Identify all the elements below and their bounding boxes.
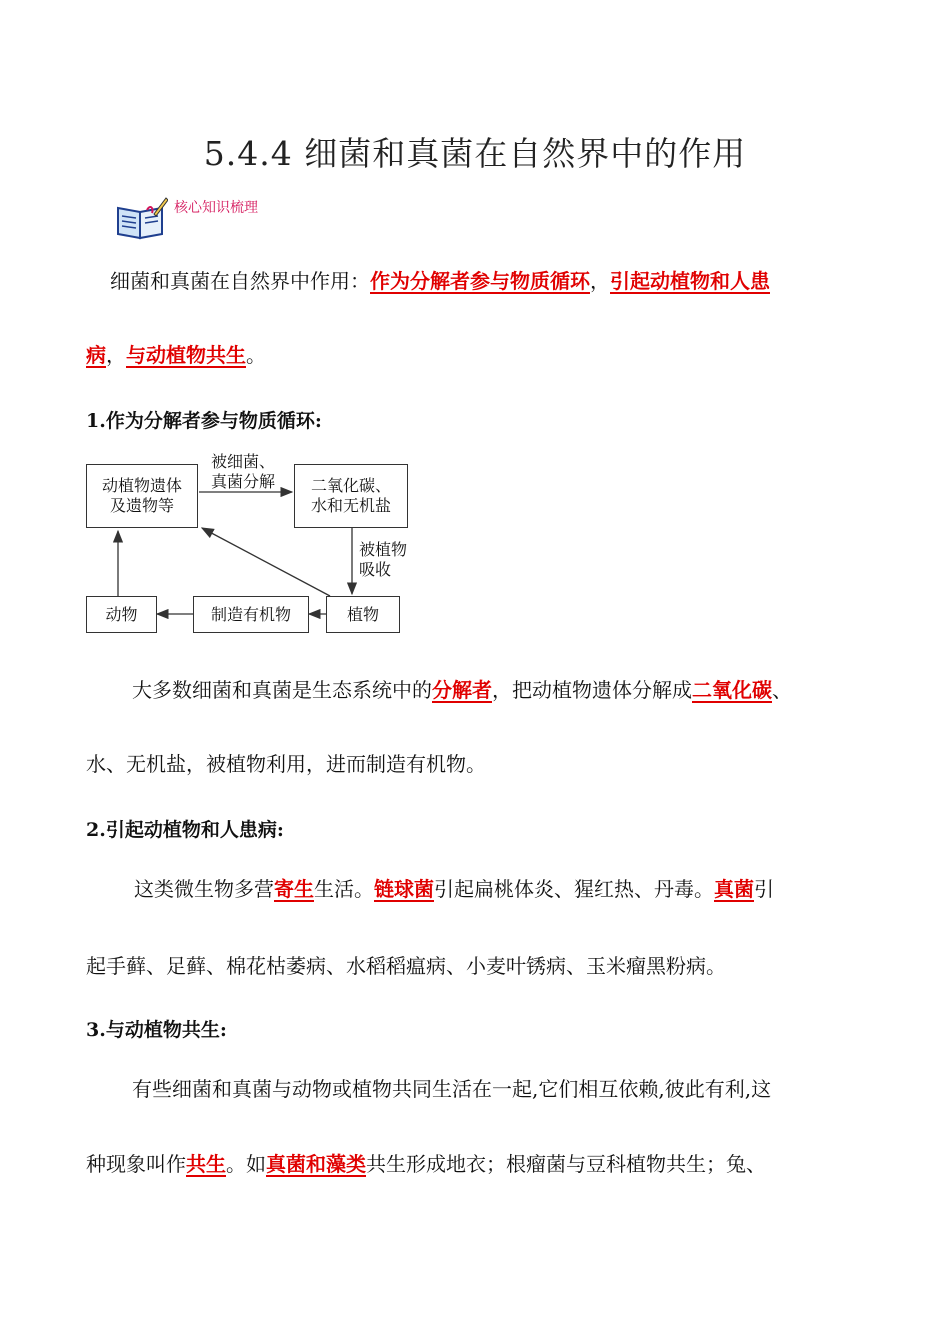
arrow-plant-to-remains (202, 528, 330, 596)
section-2-text-c: 引起扁桃体炎、猩红热、丹毒。 (434, 877, 714, 901)
section-2-line-2: 起手藓、足藓、棉花枯萎病、水稻稻瘟病、小麦叶锈病、玉米瘤黑粉病。 (86, 954, 726, 978)
label-decompose-line-2: 真菌分解 (211, 472, 276, 491)
box-plant: 植物 (326, 596, 400, 633)
section-1-line-2: 水、无机盐，被植物利用，进而制造有机物。 (86, 752, 486, 776)
section-3-text-a: 种现象叫作 (86, 1152, 186, 1176)
label-decompose-line-1: 被细菌、 (211, 452, 276, 471)
box-products-line-1: 二氧化碳、 (310, 476, 391, 495)
highlight-co2: 二氧化碳 (692, 678, 772, 702)
highlight-streptococcus: 链球菌 (374, 877, 434, 901)
section-2-text-d: 引 (754, 877, 774, 901)
section-2-heading: 2.引起动植物和人患病: (86, 819, 284, 841)
box-animal: 动物 (86, 596, 157, 633)
section-1-line-1 (132, 675, 792, 705)
intro-prefix: 细菌和真菌在自然界中作用： (110, 269, 370, 293)
box-remains-line-1: 动植物遗体 (101, 476, 182, 495)
intro-highlight-disease-b: 病 (86, 343, 106, 367)
highlight-parasitic: 寄生 (274, 877, 314, 901)
highlight-decomposer: 分解者 (432, 678, 492, 702)
box-organic: 制造有机物 (193, 596, 309, 633)
page-title: 5.4.4 细菌和真菌在自然界中的作用 (203, 134, 747, 173)
box-remains (86, 464, 198, 528)
badge-label: 核心知识梳理 (174, 200, 258, 216)
section-3-text-b: 。如 (226, 1152, 266, 1176)
section-3-line-2 (86, 1149, 766, 1179)
section-1-text-c: 、 (772, 678, 792, 702)
intro-highlight-disease-a: 引起动植物和人患 (610, 269, 770, 293)
section-3-text-c: 共生形成地衣；根瘤菌与豆科植物共生；兔、 (366, 1152, 766, 1176)
label-absorb-line-2: 吸收 (359, 560, 392, 579)
intro-separator: ， (106, 343, 126, 367)
highlight-fungi-algae: 真菌和藻类 (266, 1152, 366, 1176)
highlight-fungi: 真菌 (714, 877, 754, 901)
label-decompose (211, 452, 275, 492)
box-products-line-2: 水和无机盐 (310, 496, 391, 515)
section-3-heading: 3.与动植物共生: (86, 1019, 227, 1041)
highlight-symbiosis: 共生 (186, 1152, 226, 1176)
section-1-heading: 1.作为分解者参与物质循环: (86, 410, 322, 432)
intro-separator: ， (590, 269, 610, 293)
box-products (294, 464, 408, 528)
section-2-line-1 (134, 874, 774, 904)
section-2-text-b: 生活。 (314, 877, 374, 901)
section-1-text-a: 大多数细菌和真菌是生态系统中的 (132, 678, 432, 702)
section-2-text-a: 这类微生物多营 (134, 877, 274, 901)
intro-highlight-decomposer: 作为分解者参与物质循环 (370, 269, 590, 293)
intro-highlight-symbiosis: 与动植物共生 (126, 343, 246, 367)
box-remains-line-2: 及遗物等 (109, 496, 174, 515)
label-absorb (359, 540, 407, 580)
section-1-text-b: ，把动植物遗体分解成 (492, 678, 692, 702)
intro-end: 。 (246, 343, 266, 367)
label-absorb-line-1: 被植物 (359, 540, 408, 559)
section-3-line-1: 有些细菌和真菌与动物或植物共同生活在一起,它们相互依赖,彼此有利,这 (132, 1077, 772, 1101)
